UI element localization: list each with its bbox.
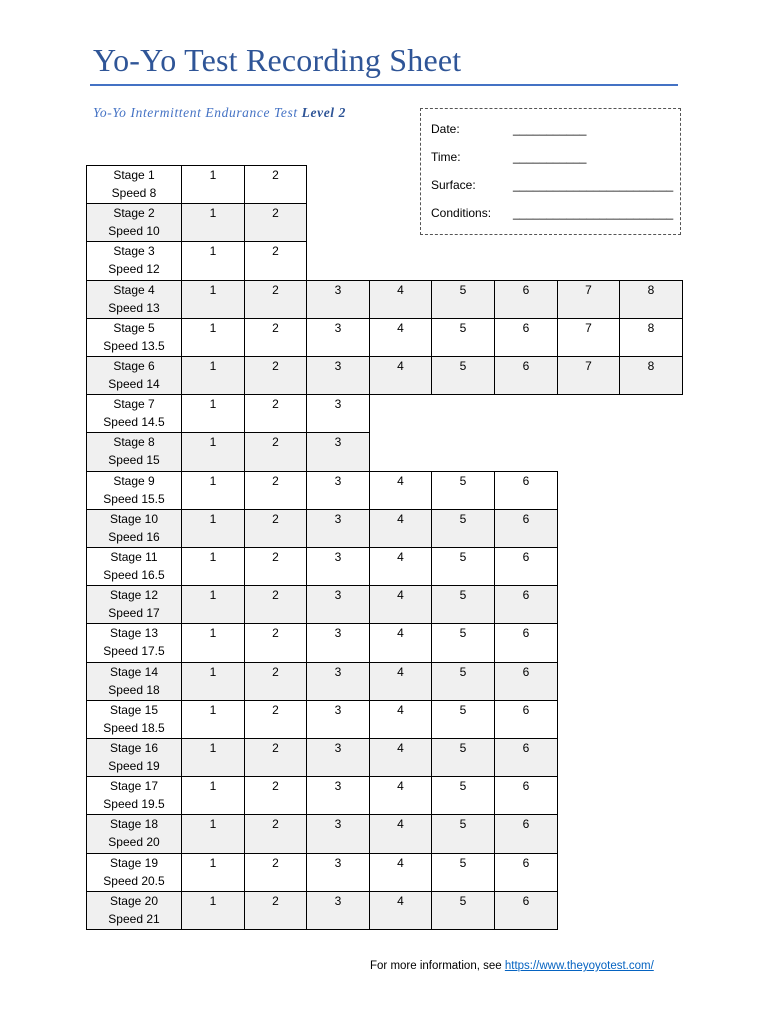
shuttle-number: 2: [272, 282, 279, 297]
shuttle-number: 5: [459, 893, 467, 908]
shuttle-cell[interactable]: [181, 853, 245, 892]
shuttle-cell[interactable]: [244, 547, 307, 586]
stage-name: Stage 18: [109, 817, 159, 832]
info-label: Time:: [431, 150, 461, 164]
stage-label-cell: [86, 700, 182, 739]
shuttle-cell[interactable]: [306, 509, 370, 548]
shuttle-cell[interactable]: [244, 509, 307, 548]
shuttle-number: 5: [459, 359, 467, 373]
footer: [370, 960, 654, 972]
shuttle-number: 3: [334, 626, 342, 641]
shuttle-cell[interactable]: [181, 585, 245, 624]
shuttle-number: 3: [334, 893, 342, 908]
shuttle-cell[interactable]: [431, 356, 495, 395]
stage-label-cell: [86, 853, 182, 892]
stage-label-cell: [86, 738, 182, 777]
shuttle-cell[interactable]: [369, 547, 432, 586]
shuttle-number: 3: [334, 741, 342, 755]
shuttle-number: 2: [272, 702, 279, 717]
shuttle-number: 2: [272, 550, 279, 564]
shuttle-cell[interactable]: [557, 318, 620, 357]
stage-label-cell: [86, 432, 182, 471]
shuttle-number: 6: [522, 473, 530, 488]
subtitle-text: Yo-Yo Intermittent Endurance Test: [93, 105, 302, 120]
shuttle-cell[interactable]: [369, 623, 432, 662]
shuttle-number: 2: [272, 244, 279, 259]
shuttle-number: 2: [272, 588, 279, 603]
shuttle-cell[interactable]: [306, 585, 370, 624]
stage-name: Stage 14: [109, 664, 159, 679]
shuttle-number: 7: [585, 282, 592, 297]
shuttle-cell[interactable]: [181, 203, 245, 242]
shuttle-number: 6: [522, 855, 530, 870]
shuttle-cell[interactable]: [181, 623, 245, 662]
shuttle-cell[interactable]: [244, 891, 307, 930]
shuttle-number: 6: [522, 511, 530, 526]
shuttle-cell[interactable]: [244, 318, 307, 357]
shuttle-number: 2: [272, 397, 279, 412]
info-label: Date:: [431, 122, 460, 136]
shuttle-number: 6: [522, 817, 530, 832]
info-label: Conditions:: [431, 206, 492, 220]
info-row-time: [431, 150, 586, 164]
shuttle-number: 4: [397, 817, 404, 832]
stage-label-cell: [86, 280, 182, 319]
stage-speed: Speed 16: [108, 529, 160, 544]
shuttle-number: 1: [209, 664, 217, 679]
shuttle-cell[interactable]: [431, 853, 495, 892]
shuttle-cell[interactable]: [306, 432, 370, 471]
shuttle-number: 5: [459, 741, 467, 755]
shuttle-cell[interactable]: [244, 623, 307, 662]
stage-label-cell: [86, 662, 182, 701]
info-line[interactable]: ________________________: [513, 178, 674, 192]
stage-name: Stage 1: [113, 168, 155, 182]
shuttle-cell[interactable]: [369, 700, 432, 739]
shuttle-cell[interactable]: [494, 853, 558, 892]
stage-label-cell: [86, 891, 182, 930]
stage-name: Stage 4: [113, 282, 155, 297]
shuttle-number: 5: [459, 779, 467, 794]
shuttle-number: 2: [272, 206, 279, 221]
shuttle-number: 7: [585, 359, 592, 373]
shuttle-cell[interactable]: [244, 471, 307, 510]
shuttle-cell[interactable]: [244, 662, 307, 701]
stage-name: Stage 13: [109, 626, 159, 641]
stage-label-cell: [86, 623, 182, 662]
shuttle-cell[interactable]: [306, 623, 370, 662]
stage-speed: Speed 13: [108, 300, 160, 315]
footer-link[interactable]: https://www.theyoyotest.com/: [504, 960, 654, 972]
stage-label-cell: [86, 547, 182, 586]
stage-speed: Speed 10: [108, 224, 160, 239]
shuttle-cell[interactable]: [306, 356, 370, 395]
shuttle-number: 1: [209, 435, 217, 450]
shuttle-cell[interactable]: [369, 471, 432, 510]
stage-name: Stage 9: [113, 473, 155, 488]
shuttle-cell[interactable]: [244, 165, 307, 204]
shuttle-number: 1: [209, 320, 217, 335]
shuttle-number: 1: [209, 511, 217, 526]
stage-speed: Speed 19: [108, 759, 160, 773]
shuttle-cell[interactable]: [431, 738, 495, 777]
stage-name: Stage 20: [109, 893, 159, 908]
shuttle-cell[interactable]: [181, 280, 245, 319]
shuttle-cell[interactable]: [244, 432, 307, 471]
shuttle-number: 4: [397, 588, 404, 603]
stage-speed: Speed 17: [108, 606, 160, 621]
shuttle-number: 1: [209, 168, 217, 182]
shuttle-number: 6: [522, 741, 530, 755]
shuttle-number: 4: [397, 664, 404, 679]
subtitle: [93, 105, 346, 121]
shuttle-number: 6: [522, 359, 530, 373]
shuttle-number: 5: [459, 282, 467, 297]
shuttle-cell[interactable]: [431, 509, 495, 548]
stage-label-cell: [86, 356, 182, 395]
shuttle-number: 1: [209, 550, 217, 564]
shuttle-cell[interactable]: [306, 318, 370, 357]
shuttle-cell[interactable]: [619, 280, 683, 319]
shuttle-number: 4: [397, 702, 404, 717]
shuttle-cell[interactable]: [431, 700, 495, 739]
shuttle-cell[interactable]: [494, 280, 558, 319]
shuttle-number: 4: [397, 550, 404, 564]
shuttle-number: 1: [209, 397, 217, 412]
shuttle-cell[interactable]: [306, 471, 370, 510]
info-label: Surface:: [431, 178, 476, 192]
shuttle-cell[interactable]: [431, 662, 495, 701]
info-row-surface: [431, 178, 673, 192]
shuttle-number: 2: [272, 741, 279, 755]
shuttle-cell[interactable]: [431, 891, 495, 930]
stage-speed: Speed 8: [111, 186, 157, 200]
shuttle-number: 1: [209, 244, 217, 259]
shuttle-cell[interactable]: [494, 662, 558, 701]
shuttle-number: 8: [647, 320, 655, 335]
shuttle-cell[interactable]: [181, 547, 245, 586]
shuttle-number: 3: [334, 664, 342, 679]
info-row-date: [431, 122, 586, 136]
stage-speed: Speed 14: [108, 377, 160, 391]
shuttle-cell[interactable]: [494, 356, 558, 395]
shuttle-number: 7: [585, 320, 592, 335]
shuttle-number: 4: [397, 282, 404, 297]
stage-name: Stage 2: [113, 206, 155, 221]
shuttle-number: 5: [459, 702, 467, 717]
stage-speed: Speed 16.5: [103, 568, 165, 582]
shuttle-number: 1: [209, 473, 217, 488]
shuttle-cell[interactable]: [494, 585, 558, 624]
shuttle-number: 2: [272, 855, 279, 870]
shuttle-cell[interactable]: [557, 356, 620, 395]
shuttle-number: 1: [209, 359, 217, 373]
shuttle-cell[interactable]: [557, 280, 620, 319]
shuttle-cell[interactable]: [306, 700, 370, 739]
shuttle-number: 5: [459, 626, 467, 641]
shuttle-number: 1: [209, 588, 217, 603]
shuttle-cell[interactable]: [369, 853, 432, 892]
shuttle-cell[interactable]: [181, 432, 245, 471]
shuttle-cell[interactable]: [431, 547, 495, 586]
shuttle-number: 3: [334, 550, 342, 564]
stage-speed: Speed 19.5: [103, 797, 165, 812]
shuttle-cell[interactable]: [494, 814, 558, 853]
stage-label-cell: [86, 165, 182, 204]
stage-speed: Speed 14.5: [103, 415, 165, 430]
shuttle-cell[interactable]: [369, 662, 432, 701]
shuttle-number: 5: [459, 855, 467, 870]
shuttle-number: 6: [522, 588, 530, 603]
shuttle-cell[interactable]: [619, 356, 683, 395]
stage-name: Stage 17: [109, 779, 159, 794]
shuttle-number: 2: [272, 473, 279, 488]
stage-speed: Speed 21: [108, 911, 160, 926]
stage-name: Stage 6: [113, 359, 155, 373]
stage-speed: Speed 20: [108, 835, 160, 850]
shuttle-cell[interactable]: [181, 471, 245, 510]
shuttle-cell[interactable]: [244, 853, 307, 892]
shuttle-number: 3: [334, 855, 342, 870]
shuttle-number: 1: [209, 626, 217, 641]
stage-name: Stage 8: [113, 435, 155, 450]
shuttle-number: 3: [334, 817, 342, 832]
shuttle-number: 5: [459, 588, 467, 603]
shuttle-number: 1: [209, 855, 217, 870]
stage-name: Stage 10: [109, 511, 159, 526]
stage-speed: Speed 20.5: [103, 873, 165, 888]
shuttle-number: 6: [522, 626, 530, 641]
shuttle-number: 3: [334, 779, 342, 794]
shuttle-cell[interactable]: [181, 776, 245, 815]
stage-name: Stage 19: [109, 855, 159, 870]
shuttle-cell[interactable]: [369, 814, 432, 853]
info-box: [420, 108, 681, 235]
shuttle-cell[interactable]: [181, 509, 245, 548]
shuttle-cell[interactable]: [494, 891, 558, 930]
shuttle-cell[interactable]: [181, 394, 245, 433]
shuttle-cell[interactable]: [494, 776, 558, 815]
shuttle-number: 1: [209, 206, 217, 221]
shuttle-cell[interactable]: [244, 776, 307, 815]
title-underline: [90, 84, 678, 86]
shuttle-cell[interactable]: [181, 241, 245, 280]
shuttle-cell[interactable]: [306, 280, 370, 319]
subtitle-level: Level 2: [301, 105, 346, 120]
stage-speed: Speed 15: [108, 453, 160, 468]
shuttle-cell[interactable]: [181, 356, 245, 395]
shuttle-number: 3: [334, 588, 342, 603]
shuttle-cell[interactable]: [244, 241, 307, 280]
shuttle-number: 5: [459, 320, 467, 335]
shuttle-number: 2: [272, 320, 279, 335]
stage-label-cell: [86, 471, 182, 510]
shuttle-cell[interactable]: [431, 623, 495, 662]
shuttle-cell[interactable]: [431, 471, 495, 510]
shuttle-number: 3: [334, 320, 342, 335]
shuttle-number: 4: [397, 626, 404, 641]
shuttle-cell[interactable]: [244, 700, 307, 739]
shuttle-cell[interactable]: [431, 814, 495, 853]
shuttle-cell[interactable]: [494, 738, 558, 777]
shuttle-number: 6: [522, 664, 530, 679]
shuttle-number: 3: [334, 473, 342, 488]
shuttle-cell[interactable]: [306, 814, 370, 853]
stage-speed: Speed 18: [108, 682, 160, 697]
info-line[interactable]: ___________: [513, 122, 587, 136]
shuttle-cell[interactable]: [369, 891, 432, 930]
shuttle-cell[interactable]: [244, 738, 307, 777]
shuttle-number: 5: [459, 664, 467, 679]
shuttle-number: 2: [272, 779, 279, 794]
shuttle-cell[interactable]: [244, 394, 307, 433]
shuttle-cell[interactable]: [306, 394, 370, 433]
shuttle-cell[interactable]: [494, 471, 558, 510]
shuttle-number: 5: [459, 550, 467, 564]
stage-speed: Speed 13.5: [103, 338, 165, 353]
shuttle-cell[interactable]: [369, 776, 432, 815]
shuttle-number: 1: [209, 282, 217, 297]
shuttle-cell[interactable]: [181, 814, 245, 853]
shuttle-cell[interactable]: [494, 623, 558, 662]
stage-name: Stage 3: [113, 244, 155, 259]
stage-speed: Speed 15.5: [103, 491, 165, 506]
shuttle-cell[interactable]: [181, 165, 245, 204]
shuttle-cell[interactable]: [244, 280, 307, 319]
stage-label-cell: [86, 203, 182, 242]
shuttle-cell[interactable]: [306, 853, 370, 892]
shuttle-number: 2: [272, 664, 279, 679]
stage-speed: Speed 12: [108, 262, 160, 277]
shuttle-cell[interactable]: [431, 280, 495, 319]
shuttle-number: 5: [459, 817, 467, 832]
stage-label-cell: [86, 394, 182, 433]
shuttle-cell[interactable]: [181, 662, 245, 701]
shuttle-number: 3: [334, 702, 342, 717]
stage-name: Stage 11: [110, 550, 158, 564]
shuttle-cell[interactable]: [244, 356, 307, 395]
shuttle-number: 6: [522, 779, 530, 794]
shuttle-number: 3: [334, 397, 342, 412]
shuttle-number: 1: [209, 702, 217, 717]
stage-label-cell: [86, 318, 182, 357]
stage-name: Stage 12: [109, 588, 159, 603]
shuttle-number: 5: [459, 511, 467, 526]
shuttle-number: 2: [272, 359, 279, 373]
shuttle-cell[interactable]: [306, 547, 370, 586]
shuttle-cell[interactable]: [244, 203, 307, 242]
shuttle-number: 2: [272, 626, 279, 641]
info-row-conditions: [431, 206, 673, 220]
stage-speed: Speed 18.5: [103, 720, 165, 735]
shuttle-number: 3: [334, 511, 342, 526]
shuttle-cell[interactable]: [369, 356, 432, 395]
shuttle-cell[interactable]: [181, 700, 245, 739]
shuttle-number: 4: [397, 855, 404, 870]
shuttle-cell[interactable]: [494, 700, 558, 739]
shuttle-number: 6: [522, 550, 530, 564]
stage-label-cell: [86, 241, 182, 280]
shuttle-number: 8: [647, 359, 655, 373]
info-line[interactable]: ________________________: [513, 206, 674, 220]
stage-name: Stage 7: [113, 397, 155, 412]
shuttle-number: 4: [397, 741, 404, 755]
shuttle-number: 4: [397, 359, 404, 373]
shuttle-number: 3: [334, 359, 342, 373]
shuttle-cell[interactable]: [306, 738, 370, 777]
shuttle-number: 6: [522, 702, 530, 717]
stage-speed: Speed 17.5: [103, 644, 165, 659]
shuttle-number: 2: [272, 817, 279, 832]
shuttle-cell[interactable]: [181, 318, 245, 357]
shuttle-number: 4: [397, 473, 404, 488]
shuttle-cell[interactable]: [494, 547, 558, 586]
shuttle-cell[interactable]: [431, 776, 495, 815]
shuttle-cell[interactable]: [306, 662, 370, 701]
shuttle-cell[interactable]: [306, 891, 370, 930]
shuttle-number: 4: [397, 779, 404, 794]
shuttle-cell[interactable]: [431, 318, 495, 357]
stage-name: Stage 15: [109, 702, 159, 717]
shuttle-cell[interactable]: [431, 585, 495, 624]
shuttle-number: 1: [209, 893, 217, 908]
shuttle-number: 2: [272, 435, 279, 450]
stage-label-cell: [86, 776, 182, 815]
shuttle-cell[interactable]: [369, 738, 432, 777]
stage-name: Stage 5: [113, 320, 155, 335]
shuttle-number: 2: [272, 511, 279, 526]
shuttle-cell[interactable]: [244, 585, 307, 624]
shuttle-number: 1: [209, 779, 217, 794]
shuttle-number: 2: [272, 168, 279, 182]
shuttle-number: 2: [272, 893, 279, 908]
stage-label-cell: [86, 585, 182, 624]
shuttle-number: 6: [522, 320, 530, 335]
shuttle-cell[interactable]: [369, 280, 432, 319]
shuttle-cell[interactable]: [181, 891, 245, 930]
shuttle-number: 3: [334, 282, 342, 297]
shuttle-cell[interactable]: [369, 585, 432, 624]
shuttle-number: 6: [522, 893, 530, 908]
shuttle-cell[interactable]: [494, 509, 558, 548]
shuttle-number: 1: [209, 817, 217, 832]
shuttle-number: 4: [397, 893, 404, 908]
shuttle-cell[interactable]: [181, 738, 245, 777]
shuttle-cell[interactable]: [619, 318, 683, 357]
shuttle-number: 5: [459, 473, 467, 488]
footer-text: For more information, see: [370, 960, 505, 972]
info-line[interactable]: ___________: [513, 150, 587, 164]
page-title: Yo-Yo Test Recording Sheet: [93, 42, 462, 78]
shuttle-number: 6: [522, 282, 530, 297]
shuttle-cell[interactable]: [369, 318, 432, 357]
shuttle-number: 8: [647, 282, 655, 297]
stage-name: Stage 16: [109, 741, 159, 755]
stage-label-cell: [86, 509, 182, 548]
stage-label-cell: [86, 814, 182, 853]
shuttle-cell[interactable]: [494, 318, 558, 357]
shuttle-cell[interactable]: [306, 776, 370, 815]
shuttle-cell[interactable]: [244, 814, 307, 853]
shuttle-number: 4: [397, 511, 404, 526]
shuttle-number: 3: [334, 435, 342, 450]
shuttle-number: 1: [209, 741, 217, 755]
shuttle-number: 4: [397, 320, 404, 335]
shuttle-cell[interactable]: [369, 509, 432, 548]
